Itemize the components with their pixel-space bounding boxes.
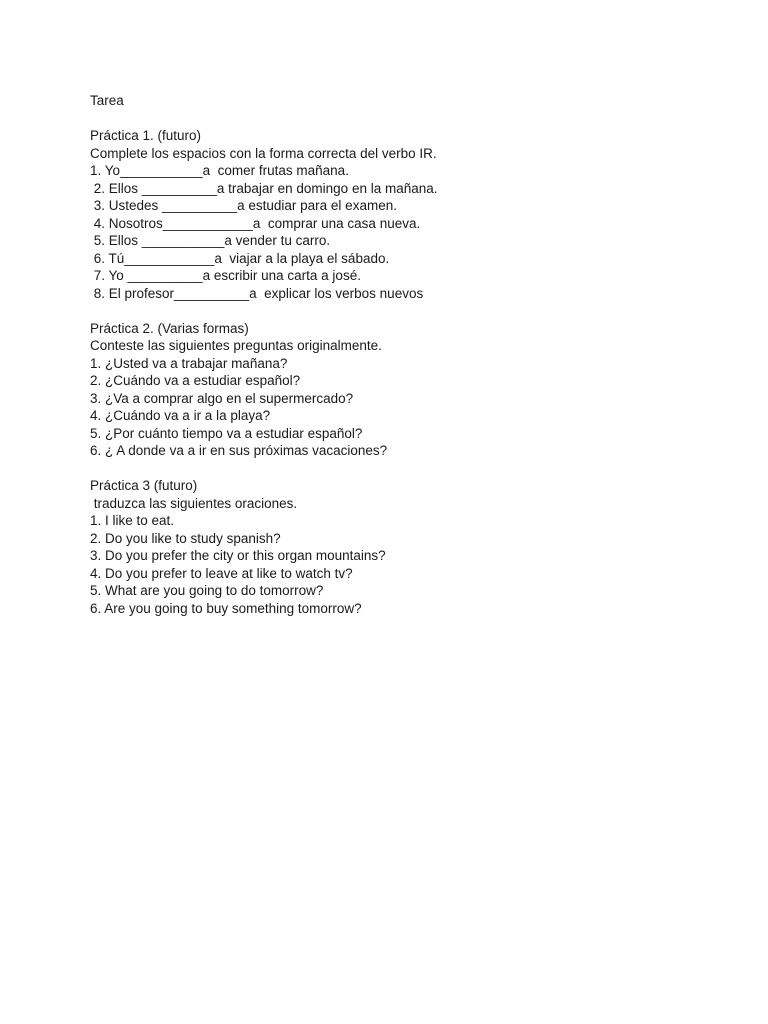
exercise-item: 3. Ustedes __________a estudiar para el examen. bbox=[90, 198, 397, 213]
section-heading: Práctica 2. (Varias formas) bbox=[90, 320, 249, 336]
exercise-item: 2. Ellos __________a trabajar en domingo en la mañana. bbox=[90, 180, 438, 196]
section-heading: Práctica 3 (futuro) bbox=[90, 478, 198, 493]
exercise-item: 1. I like to eat. bbox=[90, 513, 175, 528]
exercise-item: 1. Yo___________a comer frutas mañana. bbox=[90, 163, 349, 178]
exercise-item: 4. ¿Cuándo va a ir a la playa? bbox=[90, 408, 271, 423]
section-instruction: Conteste las siguientes preguntas originalmente. bbox=[90, 338, 382, 353]
exercise-item: 6. ¿ A donde va a ir en sus próximas vacaciones? bbox=[90, 443, 388, 458]
exercise-item: 2. ¿Cuándo va a estudiar español? bbox=[90, 373, 301, 388]
exercise-item: 8. El profesor__________a explicar los verbos nuevos bbox=[90, 285, 424, 301]
document-title: Tarea bbox=[90, 93, 124, 108]
exercise-item: 1. ¿Usted va a trabajar mañana? bbox=[90, 355, 288, 371]
exercise-item: 2. Do you like to study spanish? bbox=[90, 530, 281, 546]
exercise-item: 3. Do you prefer the city or this organ mountains? bbox=[90, 548, 386, 563]
spacer bbox=[90, 460, 730, 478]
exercise-item: 7. Yo __________a escribir una carta a josé. bbox=[90, 268, 361, 283]
document-body bbox=[90, 92, 730, 617]
section-instruction: traduzca las siguientes oraciones. bbox=[90, 495, 298, 511]
section-heading: Práctica 1. (futuro) bbox=[90, 128, 202, 143]
exercise-item: 6. Tú____________a viajar a la playa el sábado. bbox=[90, 250, 390, 266]
exercise-item: 5. What are you going to do tomorrow? bbox=[90, 583, 324, 598]
exercise-item: 4. Nosotros____________a comprar una casa nueva. bbox=[90, 215, 421, 231]
section-practica-3 bbox=[90, 477, 730, 617]
exercise-item: 3. ¿Va a comprar algo en el supermercado? bbox=[90, 390, 354, 406]
section-practica-1 bbox=[90, 127, 730, 302]
section-instruction: Complete los espacios con la forma correcta del verbo IR. bbox=[90, 145, 437, 161]
section-practica-2 bbox=[90, 320, 730, 460]
exercise-item: 4. Do you prefer to leave at like to watch tv? bbox=[90, 565, 353, 581]
exercise-item: 5. ¿Por cuánto tiempo va a estudiar español? bbox=[90, 425, 363, 441]
exercise-item: 5. Ellos ___________a vender tu carro. bbox=[90, 233, 331, 248]
spacer bbox=[90, 110, 730, 128]
exercise-item: 6. Are you going to buy something tomorrow? bbox=[90, 600, 362, 616]
spacer bbox=[90, 302, 730, 320]
